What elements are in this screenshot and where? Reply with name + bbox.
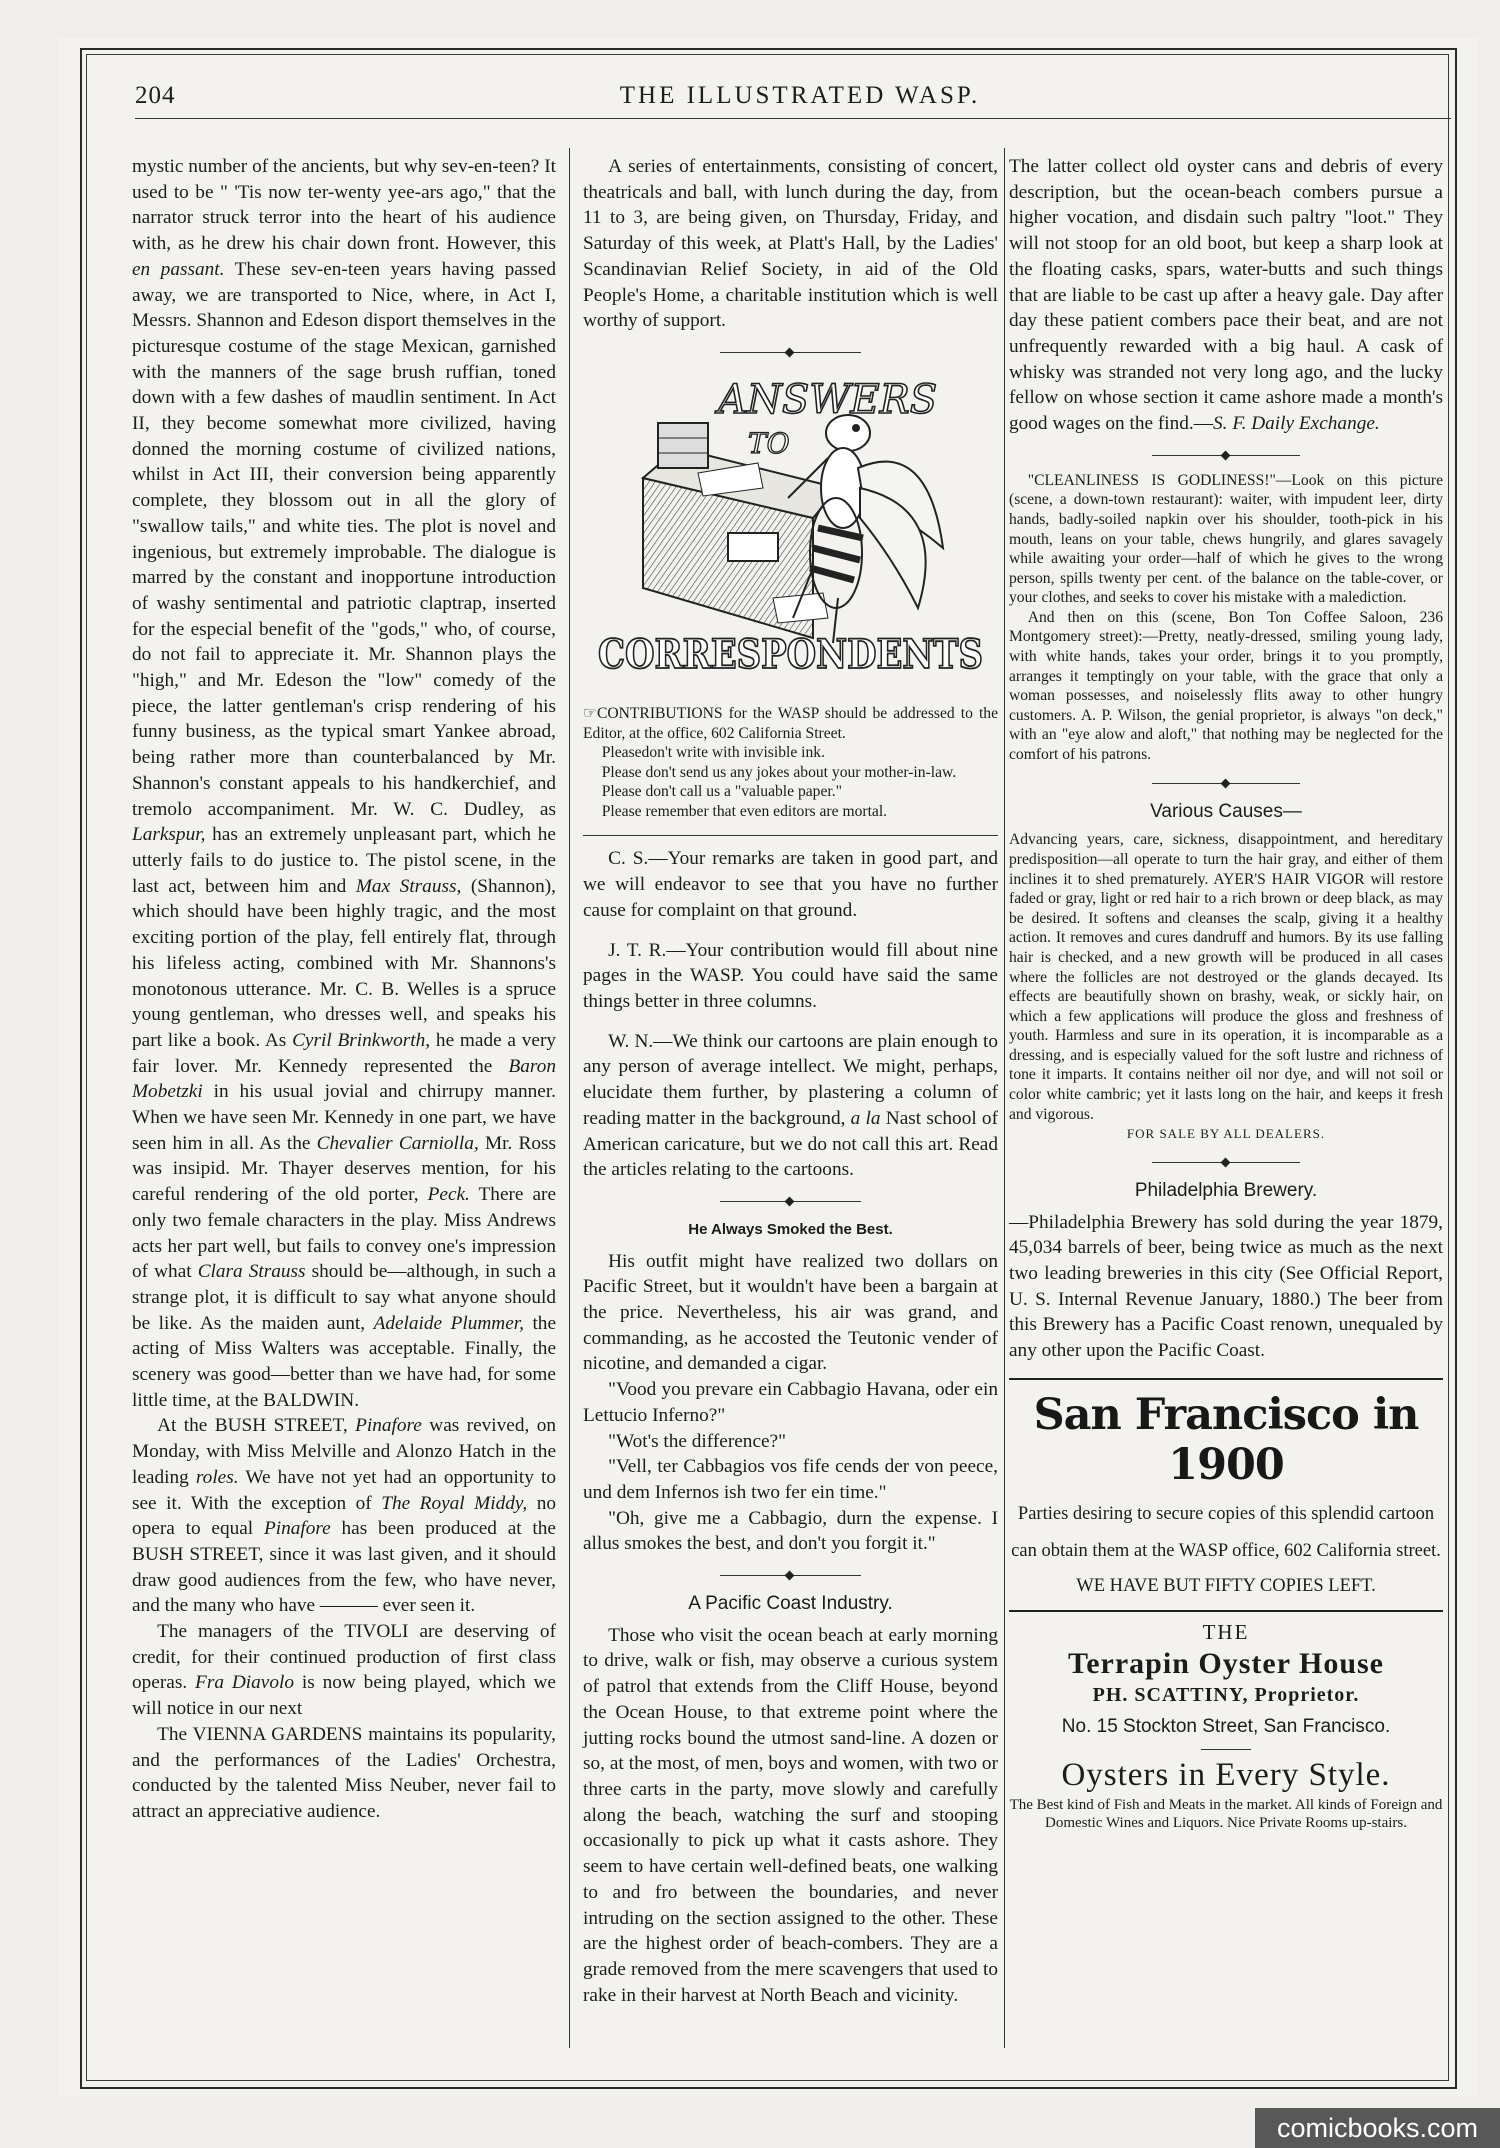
entertainments-paragraph: A series of entertainments, consisting of concert, theatricals and ball, with lunch during the day, from 11 to 3, are being given, on Thursday, Friday, and Saturday of this week, at Platt's Hall, by the Ladies' Scandinavian Relief Society, in aid of the Old People's Home, a charitable institution which is well worthy of support.	[583, 156, 998, 332]
contributions-notice	[583, 704, 998, 822]
watermark: comicbooks.com	[1255, 2108, 1500, 2148]
story-paragraph: His outfit might have realized two dollars on Pacific Street, but it wouldn't have been a bargain at the price. Nevertheless, his air was grand, and commanding, as he accosted the Teutonic vender of nicotine, and demanded a cigar.	[583, 1250, 998, 1375]
hair-vigor-advert	[1009, 830, 1443, 1144]
answers-to-correspondents-illustration	[588, 368, 993, 698]
cartoon-copies-text: Parties desiring to secure copies of this splendid cartoon can obtain them at the WASP office, 602 California street.	[1011, 1503, 1441, 1561]
ornament-divider	[583, 1197, 998, 1205]
advert-rule	[1009, 1610, 1443, 1612]
for-sale-line: FOR SALE BY ALL DEALERS.	[1126, 1126, 1326, 1142]
brewery-paragraph: —Philadelphia Brewery has sold during the year 1879, 45,034 barrels of beer, being twice as much as the next two leading breweries in this city (See Official Report, U. S. Internal Revenue January, 1880.) The beer from this Brewery has a Pacific Coast renown, unequaled by any other upon the Pacific Coast.	[1009, 1211, 1443, 1362]
cigar-story	[583, 1249, 998, 1557]
illustration-bottom-word: CORRESPONDENTS	[598, 630, 983, 678]
contributions-text: CONTRIBUTIONS for the WASP should be addressed to the Editor, at the office, 602 California Street.	[583, 704, 998, 742]
oyster-house-footer: The Best kind of Fish and Meats in the market. All kinds of Foreign and Domestic Wines and Liquors. Nice Private Rooms up-stairs.	[1009, 1797, 1443, 1832]
ornament-divider	[1009, 1158, 1443, 1166]
illustration-top-word: ANSWERS	[718, 376, 938, 423]
notice-line: Please don't call us a "valuable paper."	[601, 783, 842, 801]
ornament-divider	[1009, 779, 1443, 787]
notice-line: Please don't send us any jokes about your mother-in-law.	[601, 763, 957, 781]
story-paragraph: "Wot's the difference?"	[608, 1430, 786, 1452]
oyster-house-name: Terrapin Oyster House	[1067, 1647, 1384, 1681]
bon-ton-paragraph: And then on this (scene, Bon Ton Coffee Saloon, 236 Montgomery street):—Pretty, neatly-dressed, smiling young lady, with white hands, takes your order, brings it to you promptly, arranges it temptingly on your table, with the grace that only a woman possesses, and noiselessly flits away to other hungry customers. A. P. Wilson, the genial proprietor, is always "on deck," with an "eye alow and aloft," that nothing may be neglected for the comfort of his patrons.	[1009, 608, 1443, 764]
divider-rule	[583, 835, 998, 836]
industry-paragraph: Those who visit the ocean beach at early morning to drive, walk or fish, may observe a curious system of patrol that extends from the Cliff House, beyond the Ocean House, to that extreme point where the jutting rocks bound the utmost sand-line. A dozen or so, at the most, of men, boys and women, with two or three carts in the party, move slowly and carefully along the beach, watching the surf and stooping occasionally to pick up what it casts ashore. They seem to have certain well-defined beats, one walking to and fro between the boundaries, and never intruding on the section assigned to the other. These are the highest order of beach-combers. They are a grade removed from the mere scavengers that used to rake in their harvest at North Beach and vicinity.	[583, 1624, 998, 2006]
story-paragraph: "Oh, give me a Cabbagio, durn the expense. I allus smokes the best, and don't you forgit it."	[583, 1507, 998, 1555]
copies-left-line: WE HAVE BUT FIFTY COPIES LEFT.	[1076, 1575, 1376, 1596]
illustration-middle-word: TO	[748, 426, 790, 460]
tivoli-paragraph: The managers of the TIVOLI are deserving of credit, for their continued production of first class operas. Fra Diavolo is now being played, which we will notice in our next	[132, 1621, 556, 1720]
ornament-divider	[583, 348, 998, 356]
brewery-title: Philadelphia Brewery.	[1134, 1179, 1318, 1201]
short-rule	[1201, 1749, 1251, 1750]
ornament-divider	[583, 1571, 998, 1579]
page-number: 204	[135, 82, 176, 109]
header-rule	[135, 118, 1451, 119]
various-causes-title: Various Causes—	[1150, 800, 1302, 822]
oysters-every-style: Oysters in Every Style.	[1061, 1757, 1391, 1794]
answer-paragraph: C. S.—Your remarks are taken in good part, and we will endeavor to see that you have no further cause for complaint on that ground.	[583, 848, 998, 921]
industry-title: A Pacific Coast Industry.	[688, 1593, 893, 1615]
column-3	[1009, 154, 1443, 1832]
column-rule-2	[1004, 148, 1005, 2048]
oyster-house-address: No. 15 Stockton Street, San Francisco.	[1061, 1716, 1391, 1738]
answer-paragraph: W. N.—We think our cartoons are plain enough to any person of average intellect. We might, perhaps, elucidate them further, by plastering a column of reading matter in the background, a la Nast school of American caricature, but we do not call this art. Read the articles relating to the cartoons.	[583, 1030, 998, 1181]
vienna-gardens-paragraph: The VIENNA GARDENS maintains its popularity, and the performances of the Ladies' Orchestra, conducted by the talented Miss Neuber, never fail to attract an appreciative audience.	[132, 1723, 556, 1822]
san-francisco-1900-title: San Francisco in 1900	[1033, 1389, 1419, 1490]
beach-combers-continued: The latter collect old oyster cans and debris of every description, but the ocean-beach combers pursue a higher vocation, and disdain such paltry "loot." They will not stoop for an old boot, but keep a sharp look at the floating casks, spars, water-butts and such things that are liable to be cast up after a heavy gale. Day after day these patient combers pace their beat, and are not unfrequently rewarded with a big haul. A cask of whisky was stranded not very long ago, and the lucky fellow on whose section it came ashore made a month's good wages on the find.—S. F. Daily Exchange.	[1009, 156, 1443, 435]
oyster-house-the: THE	[1202, 1619, 1250, 1644]
page-header	[135, 78, 1465, 118]
column-1	[132, 154, 556, 1825]
notice-line: Please remember that even editors are mortal.	[601, 802, 888, 820]
ornament-divider	[1009, 451, 1443, 459]
bush-street-paragraph: At the BUSH STREET, Pinafore was revived, on Monday, with Miss Melville and Alonzo Hatch in the leading roles. We have not yet had an opportunity to see it. With the exception of The Royal Middy, no opera to equal Pinafore has been produced at the BUSH STREET, since it was last given, and it should draw good audiences from the few, who have never, and the many who have ——— ever seen it.	[132, 1415, 557, 1617]
column-rule-1	[569, 148, 570, 2048]
story-paragraph: "Vell, ter Cabbagios vos fife cends der von peece, und dem Infernos ish two fer ein time."	[583, 1456, 998, 1503]
story-title: He Always Smoked the Best.	[688, 1220, 893, 1238]
masthead-title: THE ILLUSTRATED WASP.	[619, 82, 981, 109]
hair-vigor-text: Advancing years, care, sickness, disappointment, and hereditary predisposition—all operate to turn the hair gray, and either of them inclines it to shed prematurely. AYER'S HAIR VIGOR will restore faded or gray, light or red hair to a rich brown or deep black, as may be desired. It softens and cleanses the scalp, giving it a healthy action. It removes and cures dandruff and humors. By its use falling hair is checked, and a new growth will be produced in all cases where the follicles are not destroyed or the glands decayed. Its effects are beautifully shown on brashy, weak, or sickly hair, on which a few applications will produce the gloss and freshness of youth. Harmless and sure in its operation, it is incomparable as a dressing, and is especially valued for the soft lustre and richness of tone it imparts. It contains neither oil nor dye, and will not soil or color white cambric; yet it lasts long on the hair, and keeps it fresh and vigorous.	[1009, 831, 1443, 1123]
theatre-review: mystic number of the ancients, but why sev-en-teen? It used to be " 'Tis now ter-wenty yee-ars ago," that the narrator struck terror into the heart of his audience with, as he drew his chair down front. However, this en passant. These sev-en-teen years having passed away, we are transported to Nice, where, in Act I, Messrs. Shannon and Edeson disport themselves in the picturesque costume of the stage Mexican, garnished with the manners of the sage brush ruffian, toned down with a few dashes of maudlin sentiment. In Act II, they become somewhat more civilized, having donned the morning costume of civilized nations, whilst in Act III, their conversion being apparently complete, they blossom out in all the glory of "swallow tails," and white ties. The plot is novel and ingenious, but extremely improbable. The dialogue is marred by the constant and inopportune introduction of washy sentimental and patriotic claptrap, inserted for the especial benefit of the "gods," who, of course, do not fail to appreciate it. Mr. Shannon plays the "high," and Mr. Edeson the "low" comedy of the piece, the latter gentleman's crisp rendering of his funny business, as the typical smart Yankee abroad, being rather more than counterbalanced by Mr. Shannon's constant appeals to his handkerchief, and tremolo accompaniment. Mr. W. C. Dudley, as Larkspur, has an extremely unpleasant part, which he utterly fails to do justice to. The pistol scene, in the last act, between him and Max Strauss, (Shannon), which should have been highly tragic, and the most exciting portion of the play, fell entirely flat, through his lifeless acting, combined with Mr. Shannons's monotonous utterance. Mr. C. B. Welles is a spruce young gentleman, who dresses well, and speaks his part like a book. As Cyril Brinkworth, he made a very fair lover. Mr. Kennedy represented the Baron Mobetzki in his usual jovial and chirrupy manner. When we have seen Mr. Kennedy in one part, we have seen him in all. As the Chevalier Carniolla, Mr. Ross was insipid. Mr. Thayer deserves mention, for his careful rendering of the old porter, Peck. There are only two female characters in the play. Miss Andrews acts her part well, but fails to convey one's impression of what Clara Strauss should be—although, in such a strange plot, it is difficult to say what anyone should be like. As the maiden aunt, Adelaide Plummer, the acting of Miss Walters was acceptable. Finally, the scenery was good—better than we have had, for some little time, at the BALDWIN.	[132, 156, 557, 1411]
oyster-house-proprietor: PH. SCATTINY, Proprietor.	[1092, 1684, 1360, 1707]
story-paragraph: "Vood you prevare ein Cabbagio Havana, oder ein Lettucio Inferno?"	[583, 1379, 998, 1426]
cleanliness-paragraph: "CLEANLINESS IS GODLINESS!"—Look on this picture (scene, a down-town restaurant): waiter, with impudent leer, dirty hands, badly-soiled napkin over his shoulder, tooth-pick in his mouth, leans on your table, chews hungrily, and glares savagely while awaiting your order—half of which he gives to the wrong person, spills twenty per cent. of the balance on the table-cover, or your clothes, and seeks to cover his mistake with a malediction.	[1009, 471, 1443, 607]
pointing-hand-icon: ☞	[583, 704, 597, 722]
column-2	[583, 154, 998, 2008]
answer-paragraph: J. T. R.—Your contribution would fill about nine pages in the WASP. You could have said the same things better in three columns.	[583, 939, 998, 1012]
wasp-desk-illustration	[588, 368, 993, 698]
cleanliness-advert	[1009, 471, 1443, 765]
notice-line: Pleasedon't write with invisible ink.	[601, 744, 825, 762]
advert-rule	[1009, 1378, 1443, 1380]
